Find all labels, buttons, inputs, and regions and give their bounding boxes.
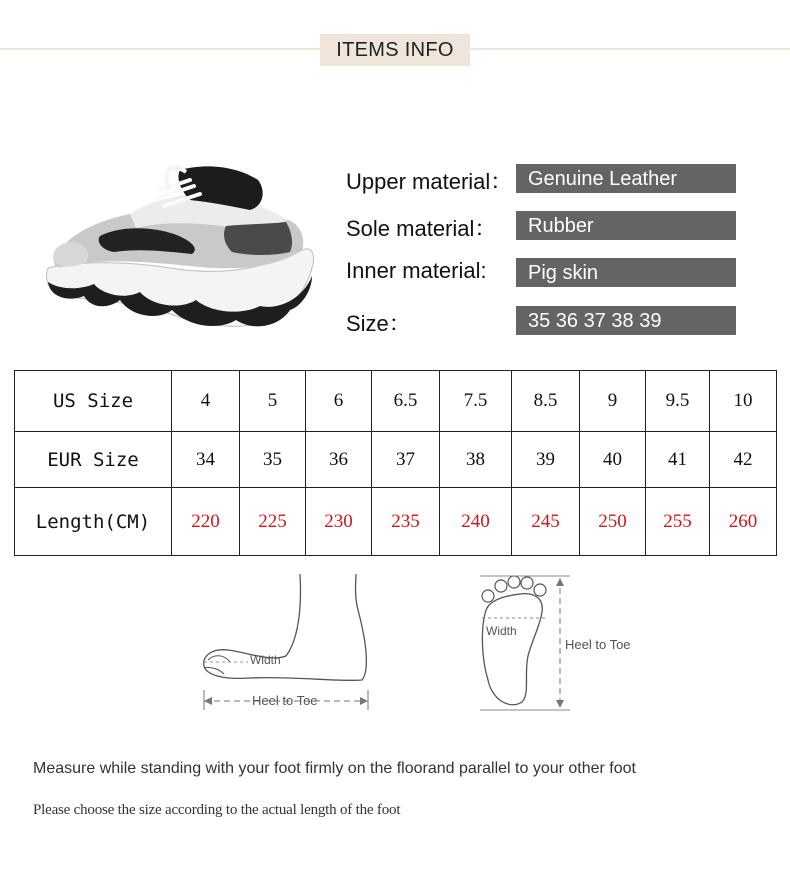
table-cell: 225	[240, 488, 306, 556]
table-cell: 7.5	[440, 371, 512, 432]
table-cell: 255	[646, 488, 710, 556]
table-cell: 39	[512, 432, 580, 488]
table-cell: 42	[710, 432, 777, 488]
table-row-us	[15, 371, 777, 432]
foot-side-diagram	[190, 570, 390, 720]
spec-value-inner: Pig skin	[516, 258, 736, 287]
table-cell: 38	[440, 432, 512, 488]
spec-label-inner: Inner material:	[346, 258, 487, 283]
table-cell: 6	[306, 371, 372, 432]
row-label-us: US Size	[15, 371, 172, 432]
table-cell: 4	[172, 371, 240, 432]
table-cell: 34	[172, 432, 240, 488]
table-cell: 260	[710, 488, 777, 556]
spec-value-size: 35 36 37 38 39	[516, 306, 736, 335]
sole-width-label: Width	[486, 624, 517, 638]
table-cell: 250	[580, 488, 646, 556]
table-row-length	[15, 488, 777, 556]
table-cell: 245	[512, 488, 580, 556]
table-cell: 8.5	[512, 371, 580, 432]
table-cell: 9	[580, 371, 646, 432]
size-choice-instruction: Please choose the size according to the actual length of the foot	[33, 802, 401, 818]
spec-label-sole: Sole material：	[346, 216, 497, 241]
table-cell: 35	[240, 432, 306, 488]
table-row-eur	[15, 432, 777, 488]
table-cell: 6.5	[372, 371, 440, 432]
sole-heel-to-toe-label: Heel to Toe	[565, 637, 631, 652]
table-cell: 240	[440, 488, 512, 556]
table-cell: 10	[710, 371, 777, 432]
foot-sole-diagram	[470, 570, 670, 720]
measure-instruction: Measure while standing with your foot firmly on the floorand parallel to your other foot	[33, 760, 636, 777]
table-cell: 9.5	[646, 371, 710, 432]
size-chart-table	[14, 370, 777, 556]
section-title: ITEMS INFO	[320, 34, 470, 66]
table-cell: 230	[306, 488, 372, 556]
table-cell: 40	[580, 432, 646, 488]
spec-value-upper: Genuine Leather	[516, 164, 736, 193]
row-label-length: Length(CM)	[15, 488, 172, 556]
table-cell: 235	[372, 488, 440, 556]
sneaker-image	[40, 150, 325, 335]
table-cell: 41	[646, 432, 710, 488]
table-cell: 37	[372, 432, 440, 488]
side-heel-to-toe-label: Heel to Toe	[252, 693, 318, 708]
table-cell: 36	[306, 432, 372, 488]
row-label-eur: EUR Size	[15, 432, 172, 488]
side-width-label: Width	[250, 653, 281, 667]
header-rule-right	[470, 48, 790, 50]
spec-label-size: Size：	[346, 311, 411, 336]
spec-label-upper: Upper material：	[346, 169, 513, 194]
header-rule-left	[0, 48, 320, 50]
table-cell: 5	[240, 371, 306, 432]
spec-value-sole: Rubber	[516, 211, 736, 240]
table-cell: 220	[172, 488, 240, 556]
